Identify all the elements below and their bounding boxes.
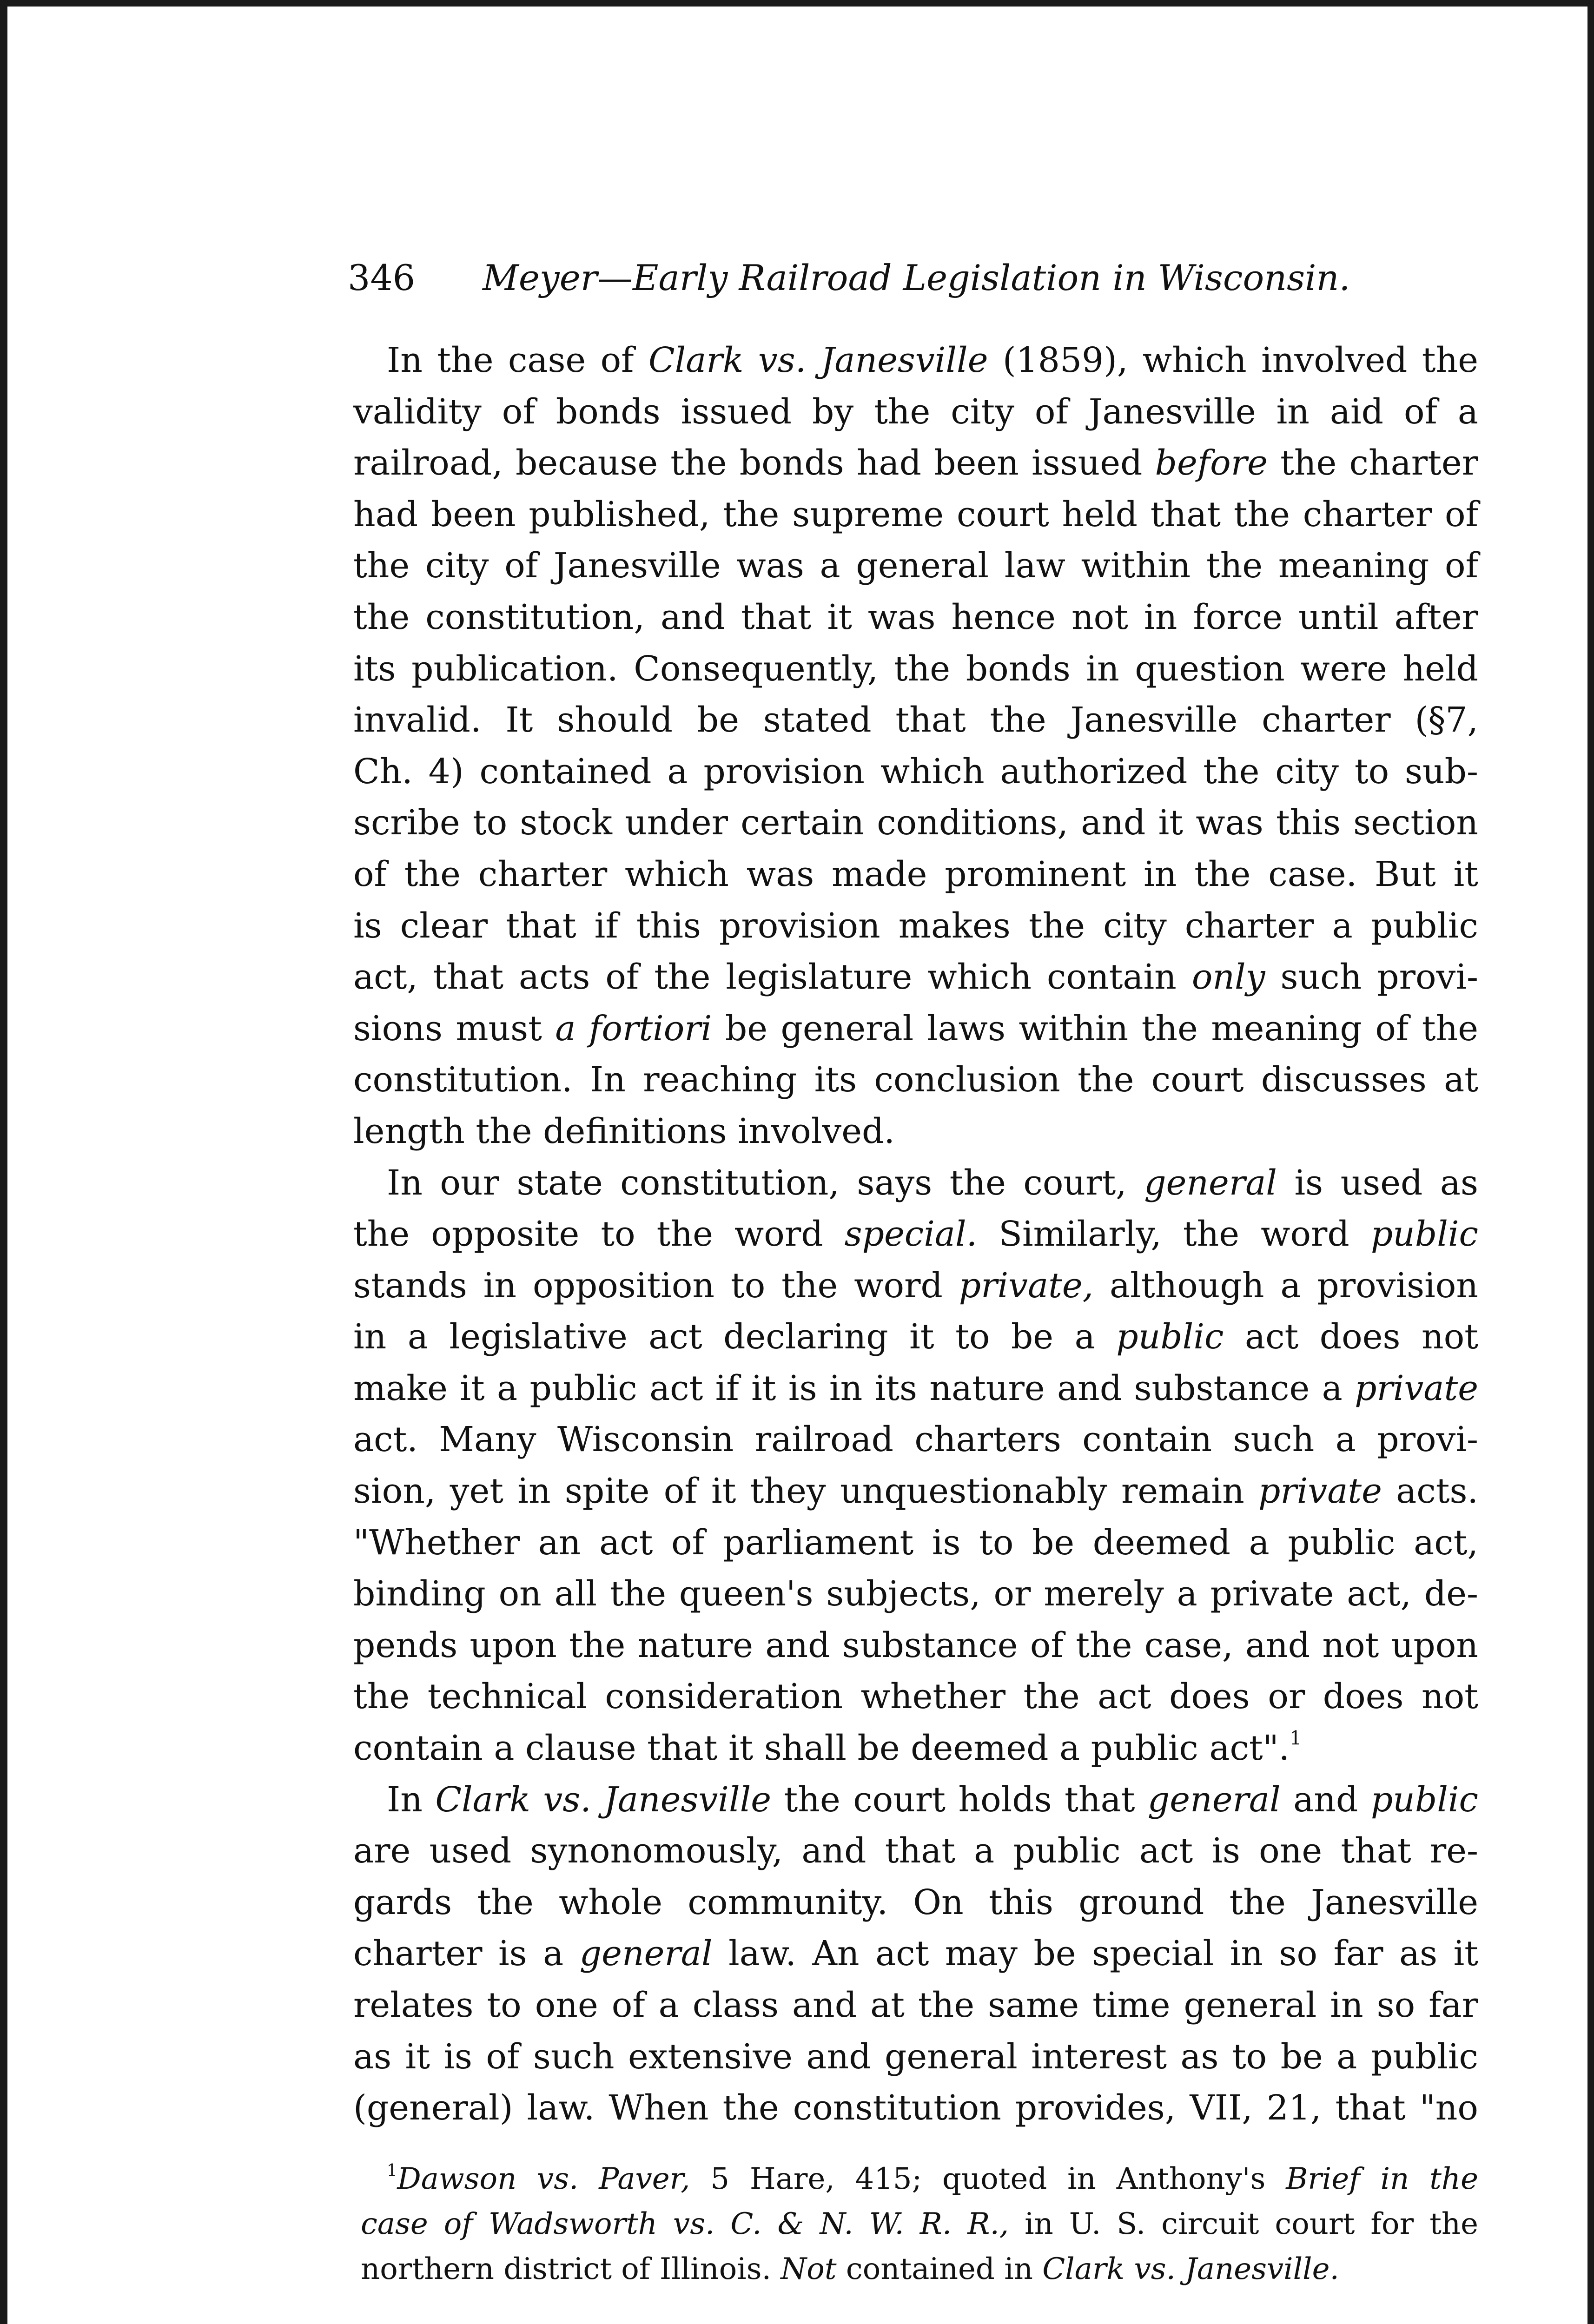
body-line: length the definitions involved. bbox=[353, 1111, 895, 1151]
body-line: of the charter which was made prominent in the case. But it bbox=[353, 854, 1478, 894]
body-line: contain a clause that it shall be deemed a public act".$^1$ bbox=[353, 1727, 1302, 1769]
body-line: validity of bonds issued by the city of Janesville in aid of a bbox=[353, 391, 1478, 432]
scan-border-top bbox=[0, 0, 1594, 7]
scan-border-left bbox=[0, 0, 7, 2324]
page-header bbox=[348, 255, 1361, 301]
body-line: railroad, because the bonds had been issued before the charter bbox=[353, 443, 1478, 483]
body-line: the opposite to the word special. Similarly, the word public bbox=[353, 1214, 1478, 1254]
body-line: its publication. Consequently, the bonds in question were held bbox=[353, 648, 1478, 689]
footnotes bbox=[361, 2157, 1478, 2292]
body-text bbox=[353, 335, 1478, 2134]
footnote-line: $^1$Dawson vs. Paver, 5 Hare, 415; quoted in Anthony's Brief in the bbox=[387, 2160, 1479, 2196]
body-line: invalid. It should be stated that the Janesville charter (§7, bbox=[353, 700, 1478, 740]
body-line: are used synonomously, and that a public act is one that re- bbox=[353, 1831, 1478, 1871]
body-line: in a legislative act declaring it to be a public act does not bbox=[353, 1317, 1478, 1357]
footnote-line: case of Wadsworth vs. C. & N. W. R. R., in U. S. circuit court for the bbox=[361, 2207, 1479, 2241]
body-line: stands in opposition to the word private, although a provision bbox=[353, 1265, 1479, 1306]
body-line: pends upon the nature and substance of the case, and not upon bbox=[353, 1625, 1478, 1665]
body-line: sions must a fortiori be general laws within the meaning of the bbox=[353, 1008, 1478, 1049]
body-line: Ch. 4) contained a provision which authorized the city to sub- bbox=[353, 751, 1478, 792]
body-line: In Clark vs. Janesville the court holds that general and public bbox=[387, 1779, 1478, 1820]
body-line: sion, yet in spite of it they unquestionably remain private acts. bbox=[353, 1471, 1478, 1512]
body-line: charter is a general law. An act may be special in so far as it bbox=[353, 1934, 1478, 1974]
body-line: the technical consideration whether the act does or does not bbox=[353, 1677, 1478, 1717]
body-line: act, that acts of the legislature which contain only such provi- bbox=[353, 957, 1479, 997]
body-line: scribe to stock under certain conditions, and it was this section bbox=[353, 803, 1478, 843]
body-line: the city of Janesville was a general law within the meaning of bbox=[353, 546, 1478, 586]
page-number: 346 bbox=[348, 257, 416, 298]
body-line: is clear that if this provision makes the city charter a public bbox=[353, 905, 1478, 946]
body-line: gards the whole community. On this ground the Janesville bbox=[353, 1882, 1478, 1922]
body-line: In our state constitution, says the court, general is used as bbox=[387, 1162, 1478, 1203]
body-line: the constitution, and that it was hence not in force until after bbox=[353, 597, 1478, 637]
body-line: (general) law. When the constitution provides, VII, 21, that "no bbox=[353, 2088, 1478, 2128]
body-line: as it is of such extensive and general interest as to be a public bbox=[353, 2036, 1478, 2077]
body-line: constitution. In reaching its conclusion the court discusses at bbox=[353, 1060, 1478, 1100]
body-line: In the case of Clark vs. Janesville (1859), which involved the bbox=[387, 340, 1478, 380]
running-title: Meyer—Early Railroad Legislation in Wisconsin. bbox=[483, 257, 1350, 298]
body-line: relates to one of a class and at the same time general in so far bbox=[353, 1985, 1478, 2025]
body-line: act. Many Wisconsin railroad charters contain such a provi- bbox=[353, 1419, 1478, 1460]
footnote-line: northern district of Illinois. Not contained in Clark vs. Janesville. bbox=[361, 2252, 1339, 2286]
body-line: had been published, the supreme court held that the charter of bbox=[353, 494, 1478, 535]
scan-border-right bbox=[1587, 0, 1594, 2324]
body-line: binding on all the queen's subjects, or merely a private act, de- bbox=[353, 1574, 1478, 1614]
body-line: "Whether an act of parliament is to be deemed a public act, bbox=[353, 1522, 1478, 1563]
body-line: make it a public act if it is in its nature and substance a private bbox=[353, 1368, 1478, 1408]
